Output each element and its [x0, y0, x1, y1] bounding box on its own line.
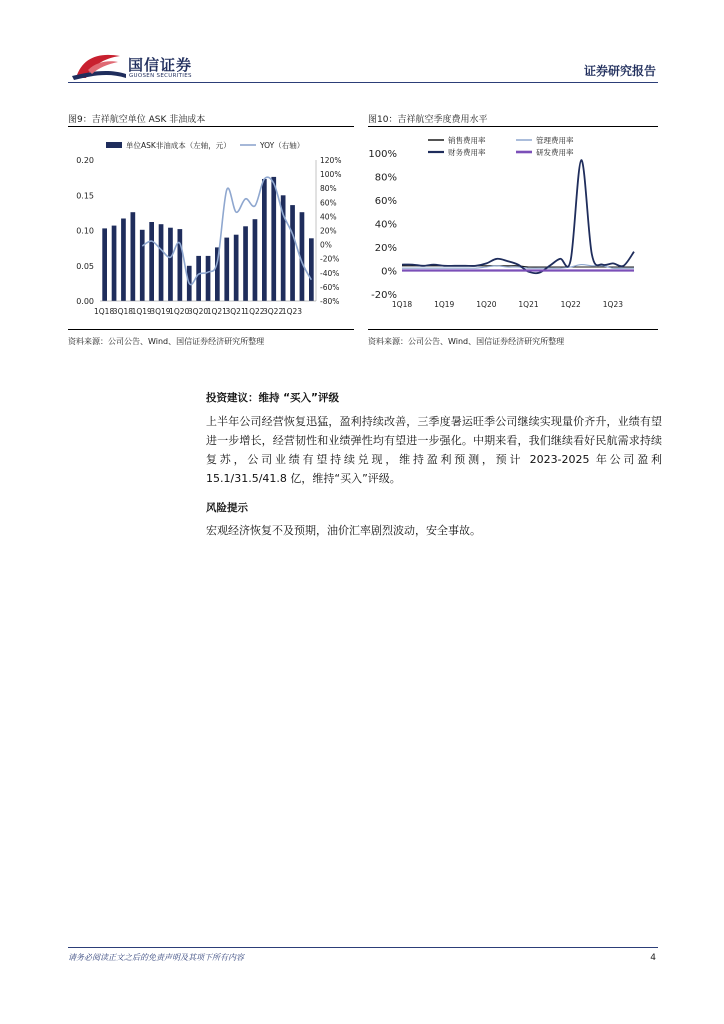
legend-label-cost: 单位ASK非油成本（左轴，元） — [126, 141, 231, 150]
x-tick-label: 1Q20 — [476, 300, 497, 309]
bar — [234, 235, 239, 301]
y-tick: 20% — [374, 243, 397, 254]
legend-label-2: 财务费用率 — [448, 148, 486, 157]
chart-right — [368, 128, 658, 328]
x-tick-label: 1Q21 — [206, 307, 227, 316]
bar — [290, 205, 295, 301]
bar — [309, 238, 314, 301]
y-tick-right: 60% — [320, 198, 337, 208]
x-tick-label: 3Q20 — [187, 307, 209, 316]
x-tick-label: 1Q23 — [602, 300, 624, 309]
x-tick-label: 1Q20 — [169, 307, 190, 316]
figure-right-title-rule — [368, 126, 658, 127]
x-tick-label: 1Q18 — [391, 300, 413, 309]
y-tick: 0% — [381, 266, 397, 278]
bar — [140, 230, 145, 301]
x-tick-label: 1Q19 — [434, 300, 455, 309]
x-tick-label: 1Q19 — [131, 307, 152, 316]
section-risk-text: 宏观经济恢复不及预期，油价汇率剧烈波动，安全事故。 — [206, 524, 481, 537]
figure-right-title: 图10：吉祥航空季度费用水平 — [368, 115, 488, 125]
y-tick-right: -20% — [320, 254, 340, 264]
y-tick-left: 0.20 — [76, 156, 94, 165]
y-tick-right: 100% — [320, 170, 342, 180]
figure-right-source: 资料来源：公司公告、Wind、国信证券经济研究所整理 — [368, 337, 565, 346]
bar — [262, 179, 267, 301]
brand-name-cn: 国信证券 — [128, 56, 193, 74]
bar — [243, 226, 248, 301]
x-tick-label: 1Q22 — [244, 307, 265, 316]
y-tick-right: 0% — [320, 240, 332, 250]
figure-left-title-rule — [68, 126, 354, 127]
x-tick-label: 3Q21 — [225, 307, 246, 316]
section-investment-text: 上半年公司经营恢复迅猛，盈利持续改善，三季度暑运旺季公司继续实现量价齐升，业绩有望进一步增长，经营韧性和业绩弹性均有望进一步强化。中期来看，我们继续看好民航需求持续复苏，公司业绩有望持续兑现，维持盈利预测，预计 2023-2025 年公司盈利 15.1/31.5/41.8 亿，维持“买入”评级。 — [206, 415, 662, 485]
legend-swatch-cost — [106, 142, 122, 148]
figure-left-source: 资料来源：公司公告、Wind、国信证券经济研究所整理 — [68, 337, 265, 346]
logo — [68, 48, 128, 84]
section-investment-title: 投资建议：维持 “买入”评级 — [206, 392, 339, 404]
bar — [149, 222, 154, 301]
y-tick-right: -80% — [320, 297, 340, 306]
x-tick-label: 1Q21 — [518, 300, 539, 309]
x-tick-label: 1Q18 — [94, 307, 115, 316]
y-tick-left: 0.05 — [76, 261, 94, 271]
logo-mark-icon — [68, 48, 128, 84]
legend-label-1: 管理费用率 — [536, 136, 574, 145]
x-tick-label: 3Q22 — [263, 307, 284, 316]
y-tick-left: 0.10 — [76, 226, 94, 236]
header-divider — [68, 82, 658, 83]
footer-disclaimer: 请务必阅读正文之后的免责声明及其项下所有内容 — [68, 953, 244, 962]
section-risk-title: 风险提示 — [206, 502, 248, 514]
bar — [253, 219, 258, 301]
y-tick: 80% — [374, 172, 397, 184]
legend-label-0: 销售费用率 — [448, 136, 486, 145]
y-tick-right: 80% — [320, 184, 337, 194]
bar — [112, 226, 117, 301]
x-tick-label: 1Q22 — [560, 300, 581, 309]
report-type: 证券研究报告 — [583, 64, 656, 78]
page-number: 4 — [650, 953, 656, 963]
y-tick: 60% — [374, 196, 397, 207]
bar — [131, 212, 136, 301]
y-tick-right: 120% — [320, 156, 342, 165]
y-tick-right: 40% — [320, 212, 337, 222]
brand-name-en: GUOSEN SECURITIES — [129, 73, 192, 79]
legend-label-yoy: YOY（右轴） — [260, 141, 305, 150]
figure-right-source-rule — [368, 329, 658, 330]
y-tick: -20% — [371, 290, 397, 301]
bar — [224, 238, 229, 301]
y-tick: 40% — [374, 219, 397, 231]
bar — [206, 256, 211, 301]
bar — [168, 228, 173, 301]
y-tick-right: -40% — [320, 268, 340, 278]
x-tick-label: 3Q19 — [150, 307, 171, 316]
chart-left — [68, 128, 358, 328]
y-tick-right: -60% — [320, 282, 340, 292]
bar — [178, 229, 183, 301]
series-line-2 — [402, 160, 634, 273]
x-tick-label: 1Q23 — [281, 307, 303, 316]
y-tick-right: 20% — [320, 226, 337, 236]
figure-left-source-rule — [68, 329, 354, 330]
bar — [196, 256, 201, 301]
y-tick: 100% — [368, 149, 397, 160]
figure-left-title: 图9：吉祥航空单位 ASK 非油成本 — [68, 115, 206, 125]
y-tick-left: 0.15 — [76, 191, 94, 201]
bar — [271, 177, 276, 301]
footer-divider — [68, 947, 658, 948]
y-tick-left: 0.00 — [76, 297, 94, 306]
legend-label-3: 研发费用率 — [536, 148, 574, 157]
bar — [121, 219, 126, 302]
x-tick-label: 3Q18 — [112, 307, 134, 316]
bar — [102, 228, 107, 301]
bar — [159, 224, 164, 301]
